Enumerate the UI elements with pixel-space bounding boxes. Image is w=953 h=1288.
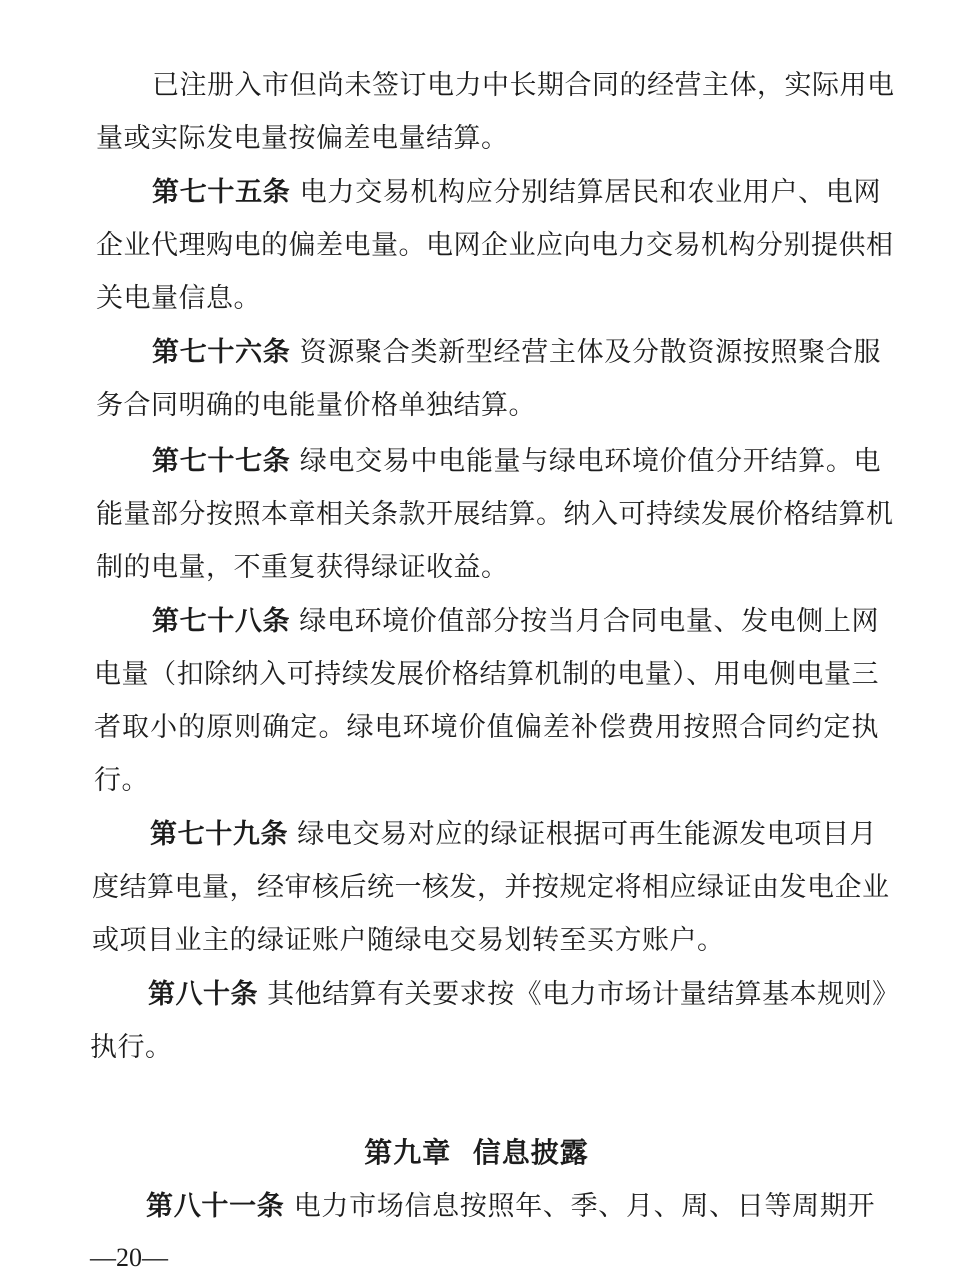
article-number: 第七十五条 [152,177,291,208]
text-line [92,921,725,961]
line-text: 行。 [94,765,149,796]
article-number: 第七十八条 [152,606,291,637]
line-text: 其他结算有关要求按《电力市场计量结算基本规则》 [267,979,900,1010]
line-text: 能量部分按照本章相关条款开展结算。纳入可持续发展价格结算机 [96,499,894,530]
line-text: 电量（扣除纳入可持续发展价格结算机制的电量）、用电侧电量三 [94,659,879,690]
text-line [0,868,953,908]
text-line [0,655,953,695]
text-line [0,708,953,748]
article-number: 第八十一条 [146,1191,285,1222]
article-79-line [0,815,953,855]
line-text: 关电量信息。 [96,283,261,314]
article-number: 第八十条 [148,979,258,1010]
line-text: 绿电交易对应的绿证根据可再生能源发电项目月 [297,819,878,850]
article-81-line [0,1187,953,1227]
article-number: 第七十七条 [152,446,291,477]
text-line [96,548,509,588]
article-76-line [0,333,953,373]
article-number: 第七十六条 [152,337,291,368]
article-75-line [0,173,953,213]
line-text: 制的电量，不重复获得绿证收益。 [96,552,509,583]
line-text: 或项目业主的绿证账户随绿电交易划转至买方账户。 [92,925,725,956]
text-line [0,66,953,106]
line-text: 者取小的原则确定。绿电环境价值偏差补偿费用按照合同约定执 [94,712,879,743]
line-text: 执行。 [90,1032,173,1063]
line-text: 电力交易机构应分别结算居民和农业用户、电网 [299,177,882,208]
line-text: 绿电环境价值部分按当月合同电量、发电侧上网 [299,606,880,637]
chapter-heading: 第九章 信息披露 [364,1136,589,1169]
text-line [0,226,953,266]
line-text: 度结算电量，经审核后统一核发，并按规定将相应绿证由发电企业 [92,872,890,903]
page-number: —20— [90,1243,168,1272]
line-text: 已注册入市但尚未签订电力中长期合同的经营主体，实际用电 [152,70,895,101]
line-text: 资源聚合类新型经营主体及分散资源按照聚合服 [299,337,882,368]
article-80-line [0,975,953,1015]
article-number: 第七十九条 [150,819,289,850]
line-text: 量或实际发电量按偏差电量结算。 [96,123,509,154]
text-line [96,386,536,426]
article-77-line [0,442,953,482]
text-line [0,495,953,535]
text-line [96,119,509,159]
line-text: 绿电交易中电能量与绿电环境价值分开结算。电 [299,446,882,477]
line-text: 务合同明确的电能量价格单独结算。 [96,390,536,421]
text-line [90,1028,173,1068]
article-78-line [0,602,953,642]
line-text: 企业代理购电的偏差电量。电网企业应向电力交易机构分别提供相 [96,230,894,261]
text-line [94,761,149,801]
line-text: 电力市场信息按照年、季、月、周、日等周期开 [293,1191,876,1222]
text-line [96,279,261,319]
